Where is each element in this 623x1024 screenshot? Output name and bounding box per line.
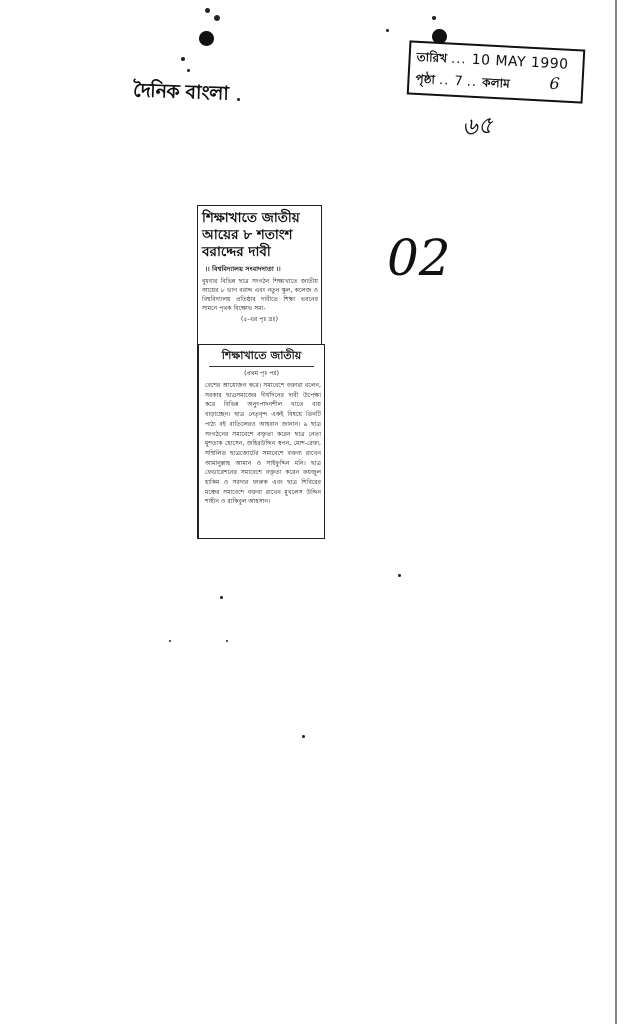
continuation-headline: শিক্ষাখাতে জাতীয় bbox=[209, 345, 314, 367]
headline-line-1: শিক্ষাখাতে জাতীয় bbox=[202, 210, 300, 226]
headline-line-2: আয়ের ৮ শতাংশ bbox=[202, 227, 293, 243]
date-stamp: তারিখ ... 10 MAY 1990 পৃষ্ঠা .. 7 .. কলাম 6 bbox=[407, 40, 586, 103]
ink-speck bbox=[214, 15, 220, 21]
continuation-sub: (প্রথম পৃঃ পর) bbox=[244, 370, 279, 377]
ink-speck bbox=[398, 574, 401, 577]
page-edge bbox=[615, 0, 617, 1024]
ink-speck bbox=[226, 640, 228, 642]
stamp-date-value: 10 MAY 1990 bbox=[471, 51, 569, 73]
news-clipping-main bbox=[197, 205, 322, 345]
ink-speck bbox=[220, 596, 223, 599]
stamp-column-label: কলাম bbox=[481, 75, 511, 91]
ink-speck bbox=[237, 98, 240, 101]
headline-line-3: বরাদ্দের দাবী bbox=[202, 244, 271, 260]
stamp-page-value: 7 bbox=[454, 73, 464, 90]
stamp-page-label: পৃষ্ঠা bbox=[415, 71, 436, 87]
ink-speck bbox=[302, 735, 305, 738]
ink-speck bbox=[181, 57, 185, 61]
punch-hole-left bbox=[199, 31, 214, 46]
article-headline bbox=[198, 206, 321, 261]
handwritten-note: ৬৫ bbox=[460, 110, 494, 142]
article-lead-text: বুধবার বিভিন্ন ছাত্র সংগঠন শিক্ষাখাতে জাতীয় আয়ের ৮ ভাগ বরাদ্দ এবং নতুন স্কুল, কলেজ ও বিশ্ববিদ্যালয় প্রতিষ্ঠার দাবীতে শিক্ষা ভবনের সামনে পৃথক বিক্ষোভ সমা- bbox=[202, 278, 318, 312]
stamp-column-value: 6 bbox=[548, 73, 561, 94]
news-clipping-continuation bbox=[197, 344, 325, 539]
ink-speck bbox=[169, 640, 171, 642]
ink-speck bbox=[432, 16, 436, 20]
newspaper-masthead: দৈনিক বাংলা bbox=[132, 79, 229, 105]
continuation-text: বেশের আয়োজন করে। সমাবেশে বক্তারা বলেন, সরকার ছাত্রসমাজের দীর্ঘদিনের দাবী উপেক্ষা করে বিভিন্ন অনুৎপাদনশীল খাতে ব্যয় বাড়াচ্ছেন। ছাত্র নেতৃবৃন্দ একই বিষয়ে তিনটি পাঠ্য বই বাতিলেরও আহবান জানান। ৯ ছাত্র সংগঠনের সমাবেশে বক্তৃতা করেন ছাত্র নেতা মুশতাক হোসেন, জহিরউদ্দিন স্বপন, মোশ-রেফা, সম্মিলিত ছাত্রজোটের সমাবেশে বক্তব্য রাখেন আমানুল্লাহ আমান ও সাইফুদ্দিন মনি। ছাত্র ফেডারেশনের সমাবেশে বক্তৃতা করেন ফয়জুল হাকিম ও সরদার ফারুক এবং ছাত্র শিবিরের মঞ্চের সমাবেশে বক্তব্য রাখেন মুখলেস উদ্দিন শাহীন ও রাকিবুল আহসান। bbox=[205, 382, 321, 506]
handwritten-number bbox=[385, 228, 495, 288]
stamp-date-label: তারিখ bbox=[416, 49, 448, 66]
ink-speck bbox=[386, 29, 389, 32]
article-byline: ।। বিশ্ববিদ্যালয় সংবাদদাতা ।। bbox=[205, 265, 281, 273]
ink-speck bbox=[205, 8, 210, 13]
ink-speck bbox=[187, 69, 190, 72]
handwritten-number-text: 02 bbox=[387, 229, 451, 287]
continued-note: (৫-এর পৃঃ দ্রঃ) bbox=[241, 316, 278, 323]
